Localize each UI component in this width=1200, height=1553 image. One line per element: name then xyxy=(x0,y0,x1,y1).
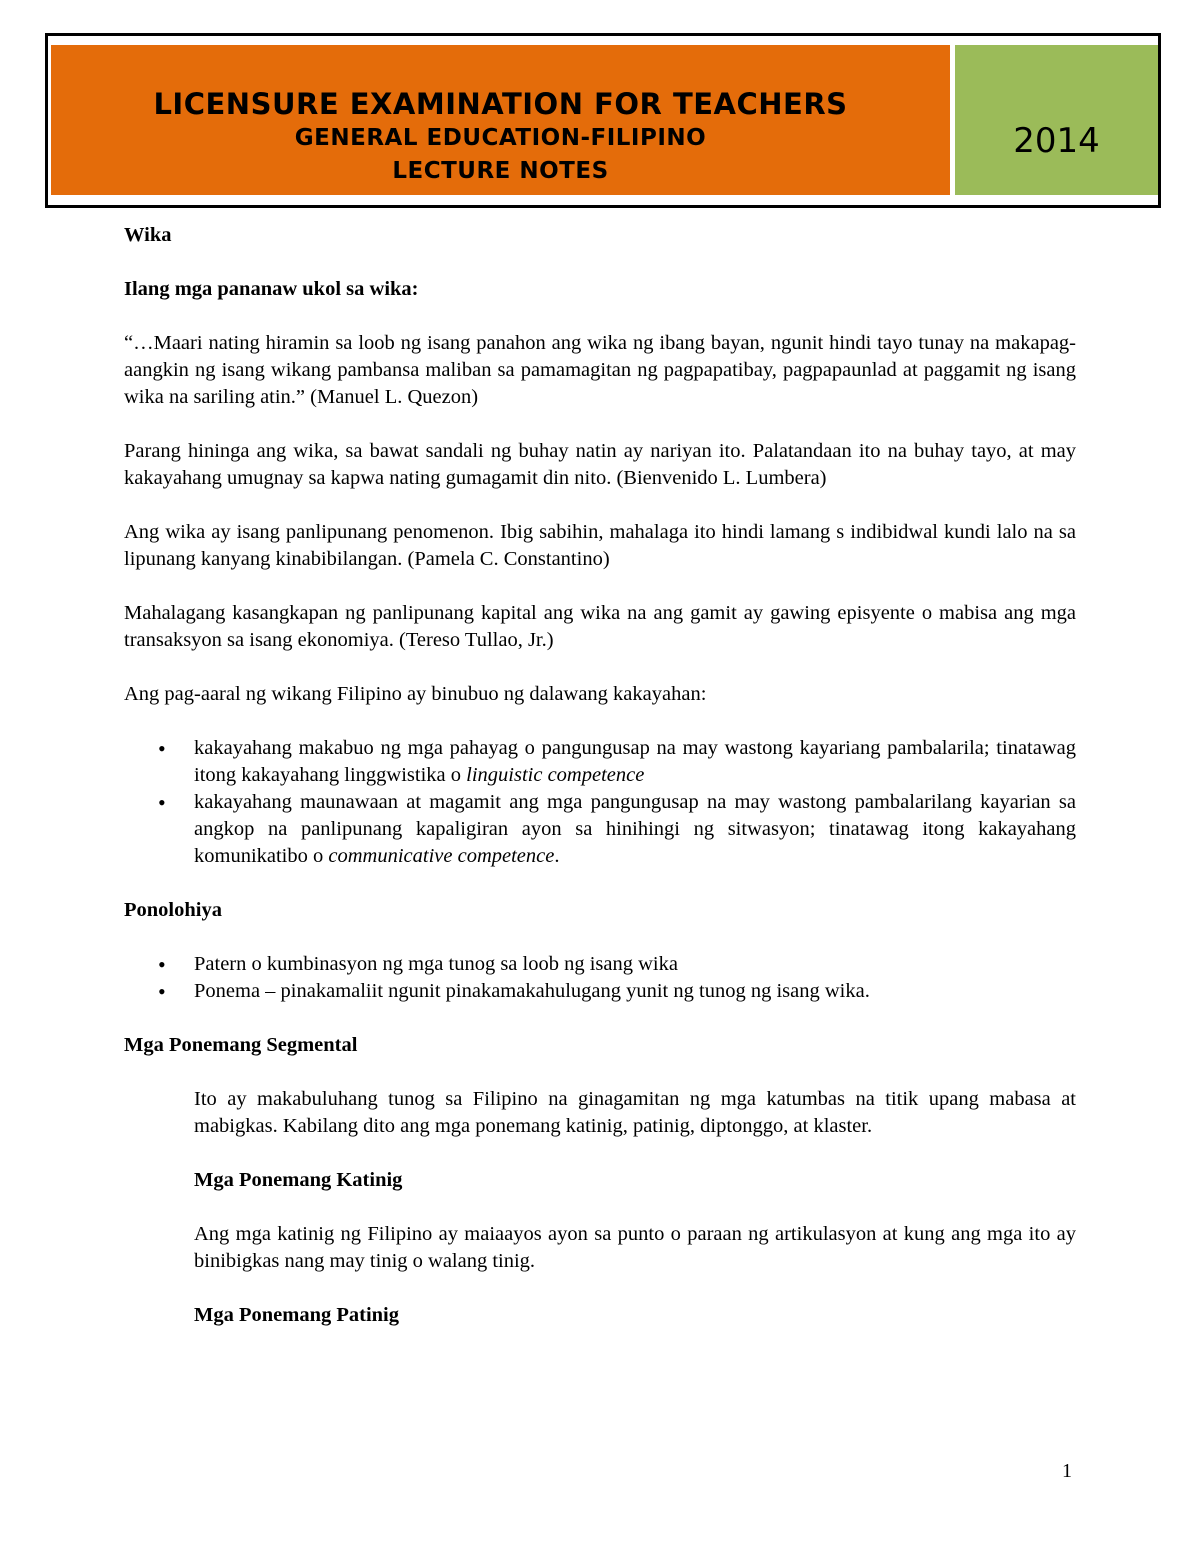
section-heading-katinig: Mga Ponemang Katinig xyxy=(194,1169,403,1191)
kakayahan-intro: Ang pag-aaral ng wikang Filipino ay binubuo ng dalawang kakayahan: xyxy=(124,683,707,705)
quote-tullao: Mahalagang kasangkapan ng panlipunang kapital ang wika na ang gamit ay gawing episyente o mabisa ang mga transaksyon sa isang ekonomiya. (Tereso Tullao, Jr.) xyxy=(124,602,1076,651)
quote-quezon: “…Maari nating hiramin sa loob ng isang panahon ang wika ng ibang bayan, ngunit hindi tayo tunay na makapag-aangkin ng isang wikang pambansa maliban sa pamamagitan ng pagpapatibay, pagpapaunlad at paggamit ng isang wika na sariling atin.” (Manuel L. Quezon) xyxy=(124,332,1076,408)
list-item xyxy=(194,735,1076,789)
list-item-end: . xyxy=(554,845,560,867)
header-title-block xyxy=(51,45,950,195)
list-item: • Ponema – pinakamaliit ngunit pinakamakahulugang yunit ng tunog ng isang wika. xyxy=(194,978,1076,1005)
list-item xyxy=(194,789,1076,870)
header-year: 2014 xyxy=(1013,121,1100,161)
kakayahan-list xyxy=(124,735,1076,870)
katinig-text: Ang mga katinig ng Filipino ay maiaayos ayon sa punto o paraan ng artikulasyon at kung ang mga ito ay binibigkas nang may tinig o walang tinig. xyxy=(194,1223,1076,1272)
document-body xyxy=(124,222,1076,1329)
list-item-term: linguistic competence xyxy=(466,764,645,786)
section-heading-segmental: Mga Ponemang Segmental xyxy=(124,1034,358,1056)
list-item-text: kakayahang maunawaan at magamit ang mga pangungusap na may wastong pambalarilang kayarian sa angkop na panlipunang kapaligiran ayon sa hinihingi ng sitwasyon; tinatawag itong kakayahang komunikatibo o xyxy=(194,791,1076,867)
header-title: LICENSURE EXAMINATION FOR TEACHERS xyxy=(153,87,848,121)
header-subtitle-2: LECTURE NOTES xyxy=(392,158,609,184)
section-heading-wika: Wika xyxy=(124,224,172,246)
section-heading-ponolohiya: Ponolohiya xyxy=(124,899,222,921)
quote-lumbera: Parang hininga ang wika, sa bawat sandali ng buhay natin ay nariyan ito. Palatandaan ito na buhay tayo, at may kakayahang umugnay sa kapwa nating gumagamit din nito. (Bienvenido L. Lumbera) xyxy=(124,440,1076,489)
list-item: • Patern o kumbinasyon ng mga tunog sa loob ng isang wika xyxy=(194,951,1076,978)
list-item-text: kakayahang makabuo ng mga pahayag o pangungusap na may wastong kayariang pambalarila; tinatawag itong kakayahang linggwistika o xyxy=(194,737,1076,786)
segmental-text: Ito ay makabuluhang tunog sa Filipino na ginagamitan ng mga katumbas na titik upang mabasa at mabigkas. Kabilang dito ang mga ponemang katinig, patinig, diptonggo, at klaster. xyxy=(194,1088,1076,1137)
page-number: 1 xyxy=(1062,1460,1072,1482)
section-heading-pananaw: Ilang mga pananaw ukol sa wika: xyxy=(124,278,419,300)
header-year-block xyxy=(955,45,1158,195)
section-heading-patinig: Mga Ponemang Patinig xyxy=(194,1304,399,1326)
list-item-term: communicative competence xyxy=(328,845,555,867)
ponolohiya-list xyxy=(124,951,1076,1005)
header-subtitle: GENERAL EDUCATION-FILIPINO xyxy=(294,125,707,151)
quote-constantino: Ang wika ay isang panlipunang penomenon. Ibig sabihin, mahalaga ito hindi lamang s indibidwal kundi lalo na sa lipunang kanyang kinabibilangan. (Pamela C. Constantino) xyxy=(124,521,1076,570)
